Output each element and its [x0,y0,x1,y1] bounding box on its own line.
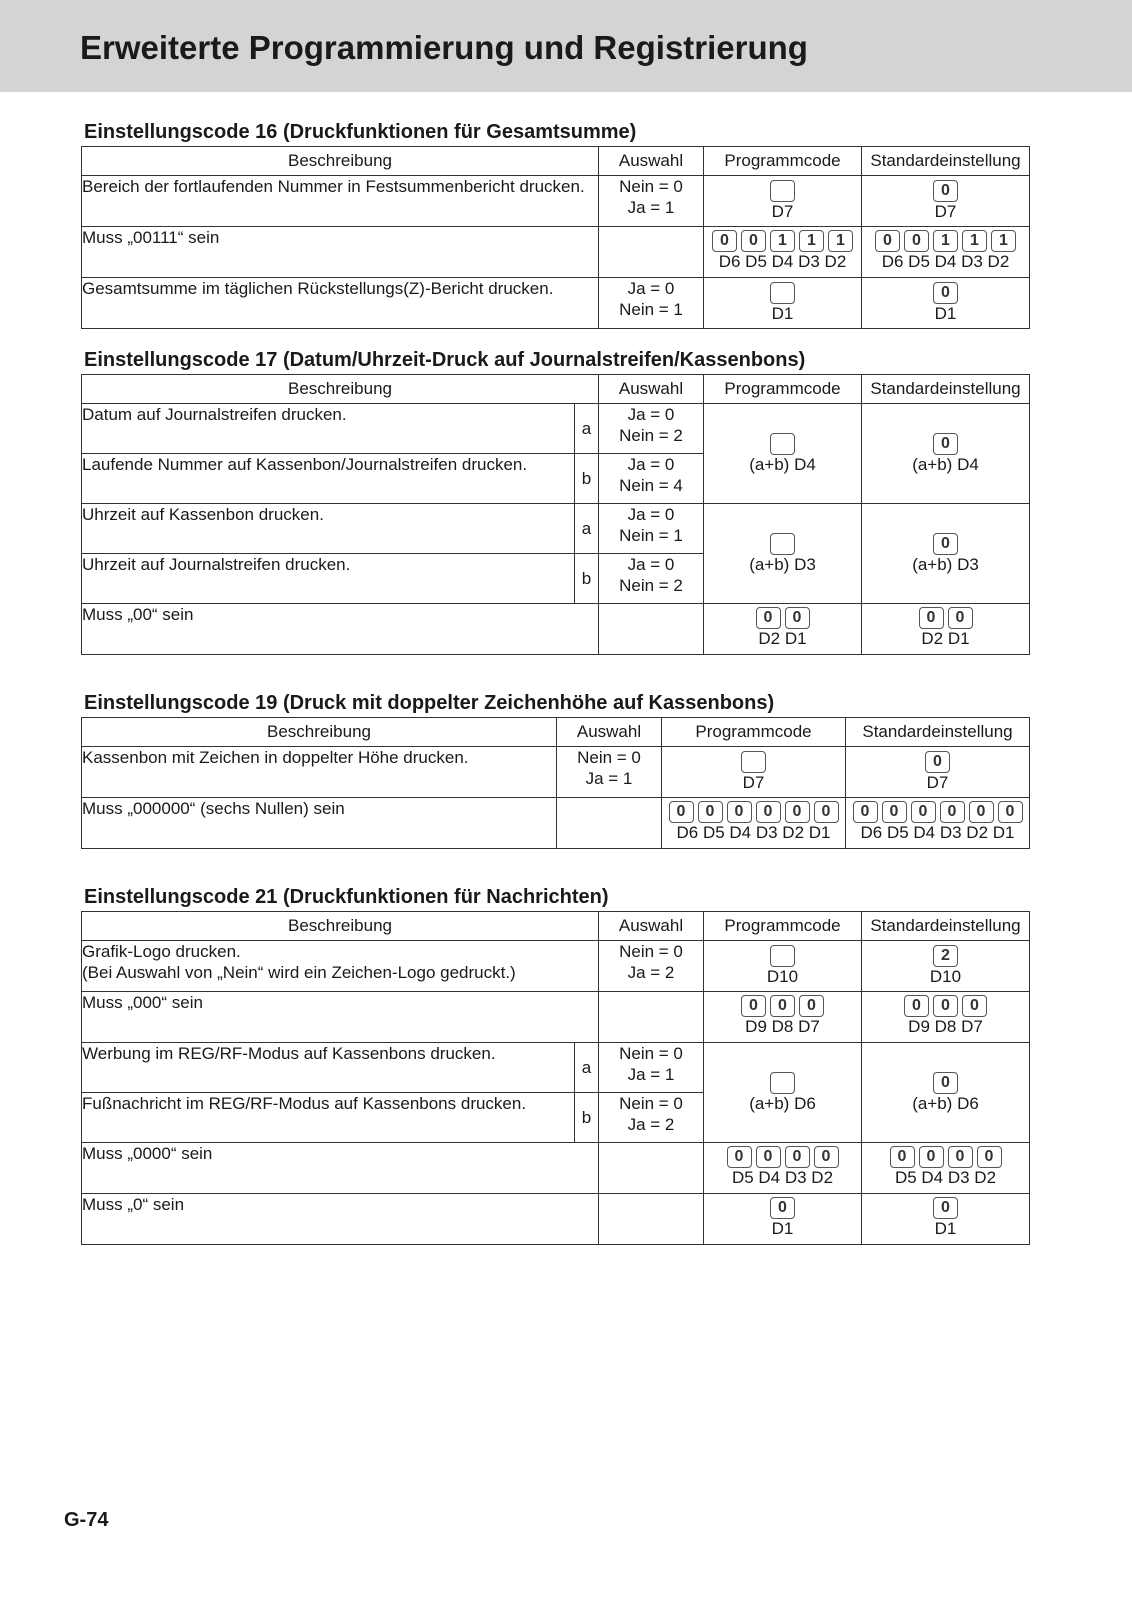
default-setting-cell [862,1043,1030,1143]
fixed-value-key: 0 [741,230,766,252]
fixed-value-key: 0 [875,230,900,252]
row-selection [599,1093,704,1143]
digit-label: (a+b) D3 [912,554,979,574]
row-description: Gesamtsumme im täglichen Rückstellungs(Z)-Bericht drucken. [82,278,599,329]
blank-input-key [770,945,795,967]
row-description: Muss „00111“ sein [82,227,599,278]
selection-option: Nein = 1 [619,526,683,545]
default-setting-cell [862,604,1030,655]
program-code-cell [704,278,862,329]
fixed-value-key: 0 [669,801,694,823]
description-line: Grafik-Logo drucken. [82,942,241,961]
digit-label: (a+b) D4 [749,454,816,474]
table-row [82,504,1030,554]
header-program-code: Programmcode [704,912,862,941]
fixed-value-key: 0 [756,1146,781,1168]
default-setting-cell [862,1143,1030,1194]
row-description: Muss „0000“ sein [82,1143,599,1194]
table-row [82,604,1030,655]
row-selection [599,454,704,504]
fixed-value-key: 0 [919,607,944,629]
fixed-value-key: 0 [940,801,965,823]
fixed-value-key: 0 [727,1146,752,1168]
table-row [82,941,1030,992]
fixed-value-key: 0 [948,607,973,629]
fixed-value-key: 0 [853,801,878,823]
digit-label: D1 [934,1219,957,1238]
default-setting-cell [862,176,1030,227]
fixed-value-key: 0 [770,995,795,1017]
section-title-19: Einstellungscode 19 (Druck mit doppelter Zeichenhöhe auf Kassenbons) [84,692,775,714]
page-number: G-74 [64,1509,109,1531]
row-marker: a [575,504,599,554]
header-program-code: Programmcode [662,718,846,747]
digit-label: D7 [926,773,949,792]
fixed-value-key: 0 [814,801,839,823]
digit-label: D1 [934,304,957,323]
row-description: Muss „000“ sein [82,992,599,1043]
digit-label: D6 D5 D4 D3 D2 [881,252,1010,271]
fixed-value-key: 0 [911,801,936,823]
program-code-cell [704,1143,862,1194]
digit-label: (a+b) D6 [749,1093,816,1113]
table-row [82,992,1030,1043]
fixed-value-key: 0 [933,995,958,1017]
row-selection [599,941,704,992]
selection-option: Nein = 0 [619,1044,683,1063]
page-title: Erweiterte Programmierung und Registrierung [80,29,808,66]
default-setting-cell [862,504,1030,604]
table-header-row [82,147,1030,176]
fixed-value-key: 1 [770,230,795,252]
fixed-value-key: 0 [882,801,907,823]
program-code-cell [704,176,862,227]
selection-option: Nein = 0 [619,942,683,961]
default-setting-cell [862,941,1030,992]
fixed-value-key: 0 [756,607,781,629]
row-selection [599,404,704,454]
header-description: Beschreibung [82,375,599,404]
row-selection-empty [599,604,704,655]
table-row [82,1143,1030,1194]
row-description: Laufende Nummer auf Kassenbon/Journalstreifen drucken. [82,454,575,504]
digit-label: D5 D4 D3 D2 [731,1168,834,1187]
default-value-key: 2 [933,945,958,967]
selection-option: Nein = 2 [619,426,683,445]
digit-label: D2 D1 [758,629,807,648]
fixed-value-key: 0 [919,1146,944,1168]
fixed-value-key: 0 [799,995,824,1017]
row-selection-empty [557,798,662,849]
fixed-value-key: 0 [948,1146,973,1168]
row-description: Muss „0“ sein [82,1194,599,1245]
row-marker: a [575,404,599,454]
selection-option: Ja = 0 [627,405,675,424]
row-selection-empty [599,992,704,1043]
selection-option: Ja = 2 [627,963,675,982]
row-description: Werbung im REG/RF-Modus auf Kassenbons drucken. [82,1043,575,1093]
program-code-cell [662,798,846,849]
header-program-code: Programmcode [704,375,862,404]
header-description: Beschreibung [82,718,557,747]
fixed-value-key: 0 [785,607,810,629]
blank-input-key [770,433,795,455]
digit-label: D10 [766,967,799,986]
table-row [82,404,1030,454]
digit-label: D7 [934,202,957,221]
digit-label: D6 D5 D4 D3 D2 D1 [676,823,831,842]
blank-input-key [770,1072,795,1094]
header-program-code: Programmcode [704,147,862,176]
row-selection [599,176,704,227]
table-row [82,747,1030,798]
fixed-value-key: 0 [962,995,987,1017]
row-description: Kassenbon mit Zeichen in doppelter Höhe drucken. [82,747,557,798]
row-description: Uhrzeit auf Journalstreifen drucken. [82,554,575,604]
table-row [82,176,1030,227]
row-description: Bereich der fortlaufenden Nummer in Festsummenbericht drucken. [82,176,599,227]
fixed-value-key: 0 [977,1146,1002,1168]
table-header-row [82,912,1030,941]
header-description: Beschreibung [82,147,599,176]
blank-input-key [770,533,795,555]
digit-label: D9 D8 D7 [908,1017,983,1036]
default-value-key: 0 [933,282,958,304]
section-title-16: Einstellungscode 16 (Druckfunktionen für Gesamtsumme) [84,121,637,143]
header-default-setting: Standardeinstellung [862,375,1030,404]
digit-label: D7 [742,773,765,792]
row-marker: b [575,1093,599,1143]
table-row [82,227,1030,278]
program-code-cell [704,1043,862,1143]
default-setting-cell [862,404,1030,504]
fixed-value-key: 0 [698,801,723,823]
row-marker: b [575,554,599,604]
fixed-value-key: 0 [785,1146,810,1168]
fixed-value-key: 1 [799,230,824,252]
row-marker: b [575,454,599,504]
fixed-value-key: 0 [712,230,737,252]
table-code-19 [81,717,1030,849]
default-value-key: 0 [933,433,958,455]
program-code-cell [704,1194,862,1245]
fixed-value-key: 0 [933,1197,958,1219]
digit-label: D6 D5 D4 D3 D2 D1 [860,823,1015,842]
row-selection [599,1043,704,1093]
table-code-17 [81,374,1030,655]
row-selection [599,504,704,554]
fixed-value-key: 0 [770,1197,795,1219]
row-selection [599,554,704,604]
fixed-value-key: 0 [756,801,781,823]
blank-input-key [770,180,795,202]
row-marker: a [575,1043,599,1093]
digit-label: D1 [771,1219,794,1238]
header-default-setting: Standardeinstellung [862,912,1030,941]
table-code-21 [81,911,1030,1245]
fixed-value-key: 0 [904,230,929,252]
description-line: (Bei Auswahl von „Nein“ wird ein Zeichen-Logo gedruckt.) [82,963,516,982]
program-code-cell [704,604,862,655]
selection-option: Nein = 4 [619,476,683,495]
digit-label: D2 D1 [921,629,970,648]
default-value-key: 0 [933,533,958,555]
header-description: Beschreibung [82,912,599,941]
row-description: Datum auf Journalstreifen drucken. [82,404,575,454]
selection-option: Ja = 0 [627,455,675,474]
section-title-17: Einstellungscode 17 (Datum/Uhrzeit-Druck auf Journalstreifen/Kassenbons) [84,349,806,371]
selection-option: Nein = 1 [619,300,683,319]
fixed-value-key: 0 [904,995,929,1017]
fixed-value-key: 0 [727,801,752,823]
fixed-value-key: 0 [741,995,766,1017]
selection-option: Ja = 0 [627,555,675,574]
blank-input-key [741,751,766,773]
selection-option: Nein = 0 [619,177,683,196]
header-selection: Auswahl [599,912,704,941]
selection-option: Ja = 0 [627,279,675,298]
fixed-value-key: 1 [933,230,958,252]
row-selection [557,747,662,798]
selection-option: Nein = 2 [619,576,683,595]
default-setting-cell [862,227,1030,278]
default-value-key: 0 [933,180,958,202]
digit-label: D9 D8 D7 [745,1017,820,1036]
default-setting-cell [846,798,1030,849]
program-code-cell [704,941,862,992]
digit-label: D5 D4 D3 D2 [894,1168,997,1187]
row-selection [599,278,704,329]
table-row [82,278,1030,329]
program-code-cell [704,992,862,1043]
program-code-cell [704,227,862,278]
row-description: Uhrzeit auf Kassenbon drucken. [82,504,575,554]
row-description: Muss „000000“ (sechs Nullen) sein [82,798,557,849]
digit-label: D10 [929,967,962,986]
program-code-cell [704,504,862,604]
selection-option: Nein = 0 [619,1094,683,1113]
selection-option: Ja = 0 [627,505,675,524]
digit-label: (a+b) D4 [912,454,979,474]
digit-label: D1 [771,304,794,323]
table-header-row [82,375,1030,404]
selection-option: Ja = 2 [627,1115,675,1134]
fixed-value-key: 1 [991,230,1016,252]
digit-label: D7 [771,202,794,221]
fixed-value-key: 0 [814,1146,839,1168]
default-setting-cell [862,1194,1030,1245]
table-row [82,1194,1030,1245]
default-setting-cell [862,992,1030,1043]
table-code-16 [81,146,1030,329]
table-row [82,798,1030,849]
header-default-setting: Standardeinstellung [846,718,1030,747]
header-selection: Auswahl [557,718,662,747]
digit-label: (a+b) D6 [912,1093,979,1113]
row-description [82,941,599,992]
header-selection: Auswahl [599,375,704,404]
row-selection-empty [599,1143,704,1194]
program-code-cell [704,404,862,504]
digit-label: D6 D5 D4 D3 D2 [718,252,847,271]
table-header-row [82,718,1030,747]
header-default-setting: Standardeinstellung [862,147,1030,176]
selection-option: Ja = 1 [627,1065,675,1084]
fixed-value-key: 0 [785,801,810,823]
default-setting-cell [862,278,1030,329]
fixed-value-key: 0 [998,801,1023,823]
blank-input-key [770,282,795,304]
section-title-21: Einstellungscode 21 (Druckfunktionen für Nachrichten) [84,886,609,908]
default-value-key: 0 [933,1072,958,1094]
default-value-key: 0 [925,751,950,773]
selection-option: Ja = 1 [627,198,675,217]
selection-option: Nein = 0 [577,748,641,767]
row-selection-empty [599,227,704,278]
default-setting-cell [846,747,1030,798]
row-description: Fußnachricht im REG/RF-Modus auf Kassenbons drucken. [82,1093,575,1143]
selection-option: Ja = 1 [585,769,633,788]
fixed-value-key: 1 [828,230,853,252]
fixed-value-key: 0 [969,801,994,823]
row-selection-empty [599,1194,704,1245]
fixed-value-key: 1 [962,230,987,252]
table-row [82,1043,1030,1093]
header-selection: Auswahl [599,147,704,176]
digit-label: (a+b) D3 [749,554,816,574]
row-description: Muss „00“ sein [82,604,599,655]
program-code-cell [662,747,846,798]
fixed-value-key: 0 [890,1146,915,1168]
